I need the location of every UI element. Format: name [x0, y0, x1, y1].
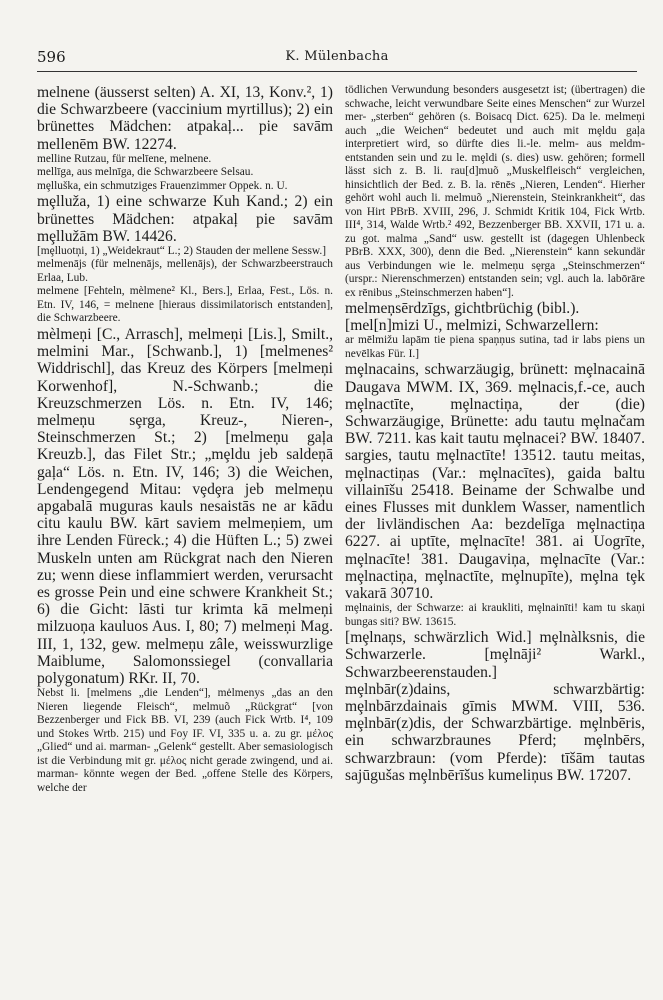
dictionary-entry: mȩlnbār(z)dains, schwarzbärtig: mȩlnbārzdainais gīmis MWM. VIII, 536. mȩlnbār(z)dis, der Schwarzbärtige. mȩlnbēris, ein schwarzbraunes Pferd; mȩlnbērs, schwarzbraun: (vom Pferde): tīšām tautas sajūgušas mȩlnbērīšus kumeliņus BW. 17207.	[345, 680, 645, 784]
dictionary-entry: tödlichen Verwundung besonders ausgesetzt ist; (übertragen) die schwache, leicht verwundbare Seite eines Menschen“ zur Wurzel mer- „sterben“ gehören (s. Boisacq Dict. 625). Da le. melmeņi auch „die Weichen“ bedeutet und auch mit mȩldu gaļa interpretiert wird, so dürfte dies li.-le. melm- aus meldm- entstanden sein und zu le. mȩldi (s. dies) usw. gehören; formell lässt sich z. B. li. rau[d]muõ „Muskelfleisch“ vergleichen, hinsichtlich der Bed. z. B. la. rēnēs „Nieren, Lenden“. Hierher gehört wohl auch li. melmuõ „Nierenstein, Steinkrankheit“, das von Hirt PBrB. XVIII, 296, J. Schmidt Kritik 104, Fick Wrtb. III⁴, 314, Walde Wrtb.² 492, Bezzenberger BB. XXVII, 171 u. a. zu got. malma „Sand“ usw. gestellt ist (dagegen Uhlenbeck PBrB. XXX, 300), denn die Bed. „Nierenstein“ kann sekundär aus Verbindungen wie le. melmeņu sȩrga „Steinschmerzen“ (urspr.: Nierenschmerzen) entstanden sein; vgl. auch la. labōrāre ex rēnibus „Steinschmerzen haben“].	[345, 84, 645, 299]
dictionary-entry: melmene [Fehteln, mèlmene² Kl., Bers.], Erlaa, Fest., Lös. n. Etn. IV, 146, = melnene [hieraus dissimilatorisch entstanden], die Schwarzbeere.	[37, 285, 333, 325]
dictionary-entry: melnene (äusserst selten) A. XI, 13, Konv.², 1) die Schwarzbeere (vaccinium myrtillus); 2) ein brünettes Mädchen: atpakaļ... pie savām mellenēm BW. 12274.	[37, 84, 333, 153]
dictionary-entry: mȩlluža, 1) eine schwarze Kuh Kand.; 2) ein brünettes Mädchen: atpakaļ pie savām mȩllužām BW. 14426.	[37, 193, 333, 245]
dictionary-entry: [mel[n]mizi U., melmizi, Schwarzellern:	[345, 317, 599, 335]
left-column	[37, 84, 333, 795]
running-title: K. Mülenbacha	[285, 49, 389, 64]
dictionary-entry: mȩlluška, ein schmutziges Frauenzimmer Oppek. n. U.	[37, 179, 288, 192]
dictionary-entry: melmenājs (für melnenājs, mellenājs), der Schwarzbeerstrauch Erlaa, Lub.	[37, 258, 333, 284]
page-number: 596	[37, 48, 66, 66]
dictionary-entry: ar mēlmižu lapām tie piena spaņņus sutina, tad ir labs piens un nevēlkas Für. I.]	[345, 334, 645, 360]
page-header	[37, 48, 637, 72]
dictionary-entry: mellīga, aus melnīga, die Schwarzbeere Selsau.	[37, 166, 254, 179]
dictionary-entry: mȩlnainis, der Schwarze: ai kraukliti, mȩlnainīti! kam tu skaņi bungas siti? BW. 13615.	[345, 602, 645, 628]
dictionary-entry: Nebst li. [melmens „die Lenden“], mėlmenys „das an den Nieren liegende Fleisch“, melmuõ „Rückgrat“ [von Bezzenberger und Fick BB. VI, 239 (auch Fick Wrtb. I⁴, 109 und Stokes Wrtb. 215) und Foy IF. VI, 335 u. a. zu gr. μέλος „Glied“ und ai. marman- „Gelenk“ gestellt. Aber semasiologisch ist die Verbindung mit gr. μέλος nicht gerade zwingend, und ai. marman- könnte wegen der Bed. „offene Stelle des Körpers, welche der	[37, 687, 333, 794]
header-rule	[37, 71, 637, 72]
dictionary-entry: mȩlnacains, schwarzäugig, brünett: mȩlnacainā Daugava MWM. IX, 369. mȩlnacis,f.-ce, auch mȩlnactīte, mȩlnactiņa, der (die) Schwarzäugige, Brünette: adu tautu mȩlnačam BW. 7211. kas kait tautu mȩlnacei? BW. 18407. sargies, tautu mȩlnactīte! 13512. tautu meitas, mȩlnactiņas (Var.: mȩlnacītes), gaida baltu villainīšu 25418. Beiname der Schwalbe und eines Flusses mit dunklem Wasser, namentlich der livländischen Aa: bezdelīga mȩlnactiņa 6227. ai uptīte, mȩlnacīte! 381. ai Uogrīte, mȩlnacīte! 381. Daugaviņa, mȩlnacīte (Var.: mȩlnactiņa, mȩlnactīte, mȩlnupīte), mȩlna tȩk vakarā 30710.	[345, 361, 645, 603]
dictionary-entry: [mȩlnaņs, schwärzlich Wid.] mȩlnàlksnis, die Schwarzerle. [mȩlnāji² Warkl., Schwarzbeerenstauden.]	[345, 629, 645, 681]
dictionary-entry: mèlmeņi [C., Arrasch], melmeņi [Lis.], Smilt., melmini Mar., [Schwanb.], 1) [melmenes² Widdrischl], das Kreuz des Körpers [melmeņi Korwenhof], N.-Schwanb.; die Kreuzschmerzen Lös. n. Etn. IV, 146; melmeņu sȩrga, Kreuz-, Nieren-, Steinschmerzen St.; 2) [melmeņu gaļa Kreuzb.], das Filet Str.; „mȩldu jeb saldeņā gaļa“ Lös. n. Etn. IV, 146; 3) die Weichen, Lendengegend Mitau: vȩdȩra jeb melmeņu apgabalā muguras kauls nesaistās ne ar kādu citu kaulu BW. kārt saviem melmeņiem, um ihre Lenden Füreck.; 4) die Hüften L.; 5) zwei Muskeln unten am Rückgrat nach den Nieren zu; wenn diese inflammiert werden, verursacht es grosse Pein und eine schwere Krankheit St.; 6) die Gicht: lāsti tur krimta kā melmeņi milzuoņa kauluos Aus. I, 80; 7) melmeņi Mag. III, 1, 132, gew. melmeņu zâle, weisswurzlige Maiblume, Salomonssiegel (convallaria polygonatum) RKr. II, 70.	[37, 325, 333, 687]
right-column	[345, 84, 645, 784]
dictionary-entry: melmeņsērdzīgs, gichtbrüchig (bibl.).	[345, 300, 580, 317]
dictionary-entry: [mȩlluotņi, 1) „Weidekraut“ L.; 2) Stauden der mellene Sessw.]	[37, 244, 327, 257]
dictionary-entry: melline Rutzau, für melīene, melnene.	[37, 152, 212, 165]
